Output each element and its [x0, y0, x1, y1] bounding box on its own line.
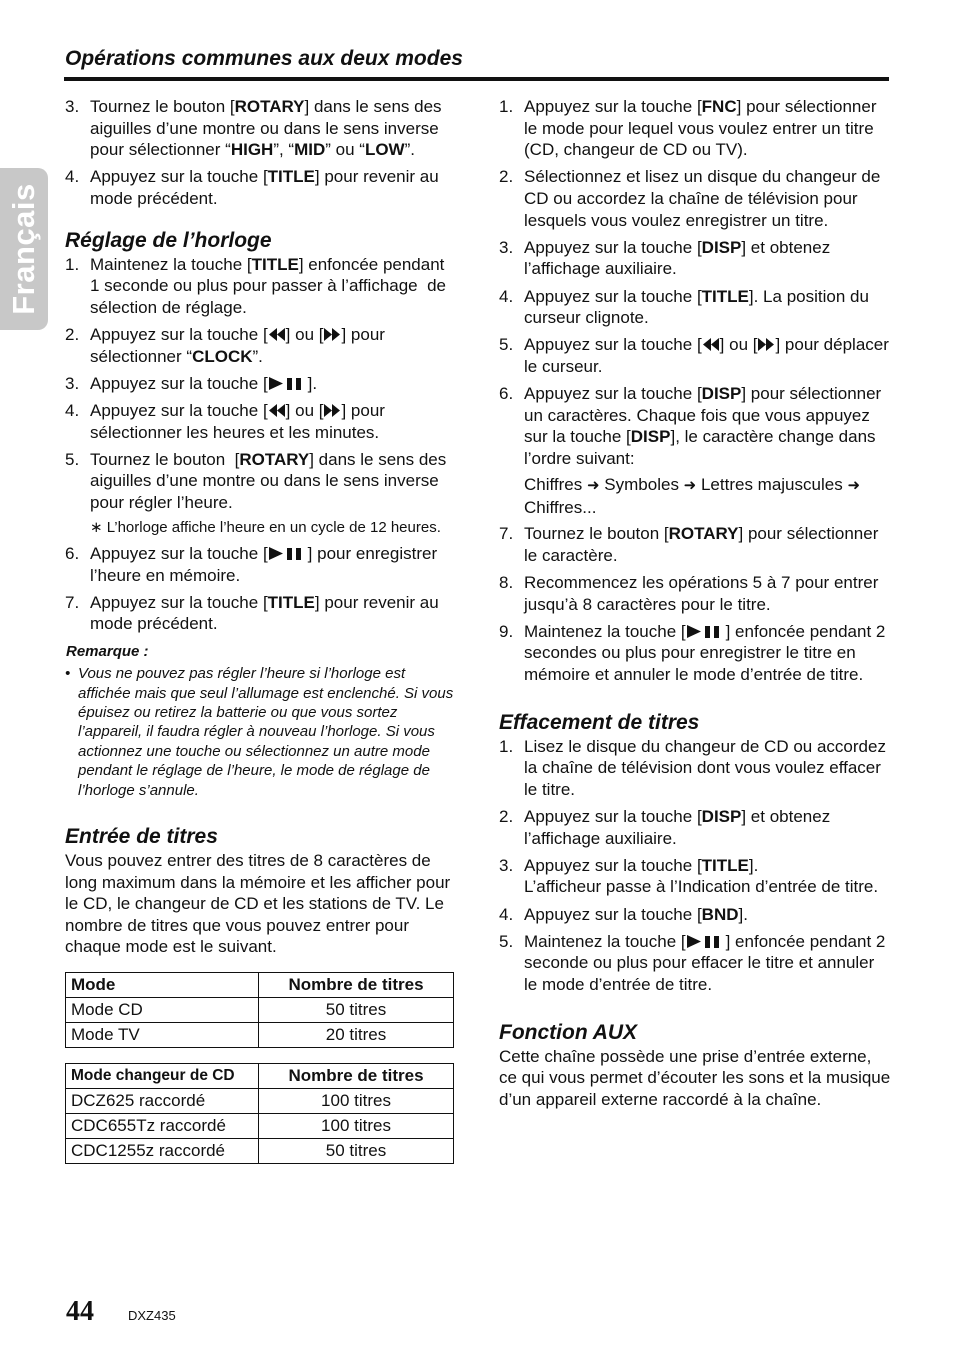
table-row [66, 1023, 454, 1048]
step-text: Appuyez sur la touche [TITLE]. La position du curseur clignote. [524, 286, 869, 328]
step-number: 1. [65, 254, 80, 274]
step-text: Tournez le bouton [ROTARY] dans le sens des aiguilles d’une montre ou dans le sens inverse pour régler l’heure. [90, 449, 447, 512]
step-text: Maintenez la touche [ ] enfoncée pendant 2 secondes ou plus pour enregistrer le titre en mémoire et annuler le mode d’entrée de titre. [524, 621, 886, 684]
list-item [499, 931, 891, 996]
title-entry-steps-a [499, 96, 891, 469]
rewind-icon [268, 327, 286, 342]
rewind-icon [268, 403, 286, 418]
step-text: Appuyez sur la touche [ ]. [90, 373, 318, 393]
step-text: Maintenez la touche [TITLE] enfoncée pendant 1 seconde ou plus pour passer à l’affichage de sélection de réglage. [90, 254, 446, 317]
right-column [499, 96, 891, 1110]
left-column [65, 96, 455, 1164]
step-number: 8. [499, 573, 514, 593]
table-cell: 100 titres [259, 1114, 454, 1139]
title-entry-section-title: Entrée de titres [65, 825, 218, 849]
play-pause-icon [686, 624, 726, 639]
table-cell: 50 titres [259, 1139, 454, 1164]
title-steps-continued [65, 96, 455, 210]
list-item [499, 806, 891, 849]
step-text: Recommencez les opérations 5 à 7 pour entrer jusqu’à 8 caractères pour le titre. [524, 573, 879, 614]
table-row [66, 998, 454, 1023]
table-row [66, 1089, 454, 1114]
title-entry-section [65, 824, 455, 1164]
list-item [499, 166, 891, 231]
step-text: Appuyez sur la touche [TITLE] pour revenir au mode précédent. [90, 592, 439, 634]
fast-forward-icon [323, 403, 341, 418]
table-cell: CDC1255z raccordé [66, 1139, 259, 1164]
step-text: Appuyez sur la touche [TITLE] pour revenir au mode précédent. [90, 167, 439, 208]
table-cell: DCZ625 raccordé [66, 1089, 259, 1114]
table-header-cell: Nombre de titres [259, 1064, 454, 1089]
title-entry-steps-b [499, 523, 891, 685]
erase-section [499, 710, 891, 996]
list-item [65, 324, 455, 367]
step-text: Appuyez sur la touche [TITLE]. L’afficheur passe à l’Indication d’entrée de titre. [524, 855, 879, 897]
erase-section-title: Effacement de titres [499, 710, 700, 734]
step-number: 4. [499, 904, 514, 924]
table-cell: 50 titres [259, 998, 454, 1023]
step-number: 4. [65, 167, 80, 187]
modes-table [65, 972, 454, 1048]
step-number: 6. [499, 384, 514, 404]
step-text: Appuyez sur la touche [DISP] et obtenez l’affichage auxiliaire. [524, 237, 831, 279]
list-item [499, 286, 891, 329]
list-item [499, 572, 891, 615]
step-text: Appuyez sur la touche [BND]. [524, 904, 748, 924]
table-header-row [66, 1064, 454, 1089]
table-row [66, 1114, 454, 1139]
table-cell: 20 titres [259, 1023, 454, 1048]
changer-table [65, 1063, 454, 1164]
list-item [65, 449, 455, 514]
step-number: 6. [65, 544, 80, 564]
table-cell: 100 titres [259, 1089, 454, 1114]
step-text: Appuyez sur la touche [ ] ou [ ] pour déplacer le curseur. [524, 335, 889, 376]
clock-section-title: Réglage de l’horloge [65, 228, 272, 252]
aux-description: Cette chaîne possède une prise d’entrée externe, ce qui vous permet d’écouter les sons et la musique d’un appareil externe raccordé à la chaîne. [499, 1046, 891, 1109]
step-number: 1. [499, 97, 514, 116]
step-number: 7. [65, 592, 80, 612]
step-number: 1. [499, 736, 514, 756]
step-number: 2. [499, 167, 514, 187]
erase-steps [499, 736, 891, 996]
list-item [65, 166, 455, 209]
list-item [65, 373, 455, 395]
title-entry-intro: Vous pouvez entrer des titres de 8 caractères de long maximum dans la mémoire et les afficher pour le CD, le changeur de CD et les stations de TV. Le nombre de titres que vous pouvez entrer pour chaque mode est le suivant. [65, 851, 451, 957]
step-text: Lisez le disque du changeur de CD ou accordez la chaîne de télévision dont vous voulez effacer le titre. [524, 736, 886, 799]
step-number: 2. [65, 324, 80, 344]
table-cell: Mode TV [66, 1023, 259, 1048]
clock-steps-b [65, 543, 455, 635]
step-number: 5. [499, 931, 514, 951]
step-text: Tournez le bouton [ROTARY] pour sélectionner le caractère. [524, 524, 879, 565]
language-tab-label: Français [6, 183, 41, 315]
arrow-right-icon: ➜ [683, 477, 697, 495]
arrow-right-icon: ➜ [847, 477, 861, 495]
list-item [499, 523, 891, 566]
list-item [499, 621, 891, 686]
list-item [499, 855, 891, 898]
character-sequence: Chiffres ➜ Symboles ➜ Lettres majuscules ➜ Chiffres... [524, 475, 861, 517]
step-number: 3. [65, 97, 80, 116]
step-number: 4. [499, 286, 514, 306]
step-text: Appuyez sur la touche [ ] ou [ ] pour sélectionner “CLOCK”. [90, 324, 385, 366]
remark-body: Vous ne pouvez pas régler l’heure si l’horloge est affichée mais que seul l’allumage est enclenché. Si vous épuisez ou retirez la batterie ou que vous sortez l’appareil, il faudra régler à nouveau l’horloge. Si vous actionnez une touche ou sélectionnez un autre mode pendant le réglage de l’heure, le mode de réglage de l’horloge s’annule. [78, 665, 454, 799]
clock-section [65, 228, 455, 801]
step-number: 3. [499, 237, 514, 257]
step-number: 2. [499, 806, 514, 826]
step-text: Maintenez la touche [ ] enfoncée pendant 2 seconde ou plus pour effacer le titre et annuler le mode d’entrée de titre. [524, 931, 886, 994]
list-item [499, 237, 891, 280]
rewind-icon [702, 337, 720, 352]
step-number: 4. [65, 400, 80, 420]
clock-steps-a [65, 254, 455, 514]
arrow-right-icon: ➜ [587, 477, 600, 495]
list-item [499, 736, 891, 801]
page-number: 44 [66, 1296, 94, 1327]
step-text: Appuyez sur la touche [DISP] pour sélectionner un caractères. Chaque fois que vous appuyez sur la touche [DISP], le caractère change dans l’ordre suivant: [524, 384, 882, 468]
play-pause-icon [268, 376, 308, 391]
fast-forward-icon [323, 327, 341, 342]
step-text: Appuyez sur la touche [FNC] pour sélectionner le mode pour lequel vous voulez entrer un titre (CD, changeur de CD ou TV). [524, 97, 877, 160]
table-header-cell: Nombre de titres [259, 973, 454, 998]
table-cell: Mode CD [66, 998, 259, 1023]
model-number: DXZ435 [128, 1308, 176, 1323]
list-item [499, 96, 891, 161]
step-number: 5. [499, 335, 514, 355]
aux-section-title: Fonction AUX [499, 1020, 638, 1044]
list-item [65, 592, 455, 635]
fast-forward-icon [757, 337, 775, 352]
table-cell: CDC655Tz raccordé [66, 1114, 259, 1139]
remark-text [65, 664, 455, 800]
table-row [66, 1139, 454, 1164]
step-text: Appuyez sur la touche [DISP] et obtenez l’affichage auxiliaire. [524, 806, 831, 848]
play-pause-icon [686, 934, 726, 949]
list-item [65, 543, 455, 586]
step-text: Sélectionnez et lisez un disque du changeur de CD ou accordez la chaîne de télévision pour lesquels vous voulez enregistrer un titre. [524, 167, 881, 230]
step-text: Tournez le bouton [ROTARY] dans le sens des aiguilles d’une montre ou dans le sens inverse pour sélectionner “HIGH”, “MID” ou “LOW”. [90, 97, 442, 160]
language-tab [0, 168, 48, 330]
list-item [65, 400, 455, 443]
table-header-row [66, 973, 454, 998]
clock-note: ∗ L’horloge affiche l’heure en un cycle de 12 heures. [90, 519, 441, 537]
step-number: 3. [65, 373, 80, 393]
step-number: 5. [65, 449, 80, 469]
remark-title: Remarque : [66, 642, 149, 660]
step-number: 9. [499, 621, 514, 641]
list-item [499, 334, 891, 377]
table-header-cell: Mode [66, 973, 259, 998]
list-item [65, 254, 455, 319]
step-text: Appuyez sur la touche [ ] ou [ ] pour sélectionner les heures et les minutes. [90, 400, 385, 442]
list-item [65, 96, 455, 161]
aux-section [499, 1020, 891, 1111]
bullet-icon: • [65, 665, 71, 683]
header-rule [64, 77, 889, 81]
play-pause-icon [268, 546, 308, 561]
step-text: Appuyez sur la touche [ ] pour enregistrer l’heure en mémoire. [90, 544, 438, 585]
page-header: Opérations communes aux deux modes [65, 47, 463, 70]
list-item [499, 904, 891, 926]
step-number: 7. [499, 524, 514, 544]
step-number: 3. [499, 855, 514, 875]
list-item [499, 383, 891, 469]
table-header-cell: Mode changeur de CD [66, 1064, 259, 1089]
